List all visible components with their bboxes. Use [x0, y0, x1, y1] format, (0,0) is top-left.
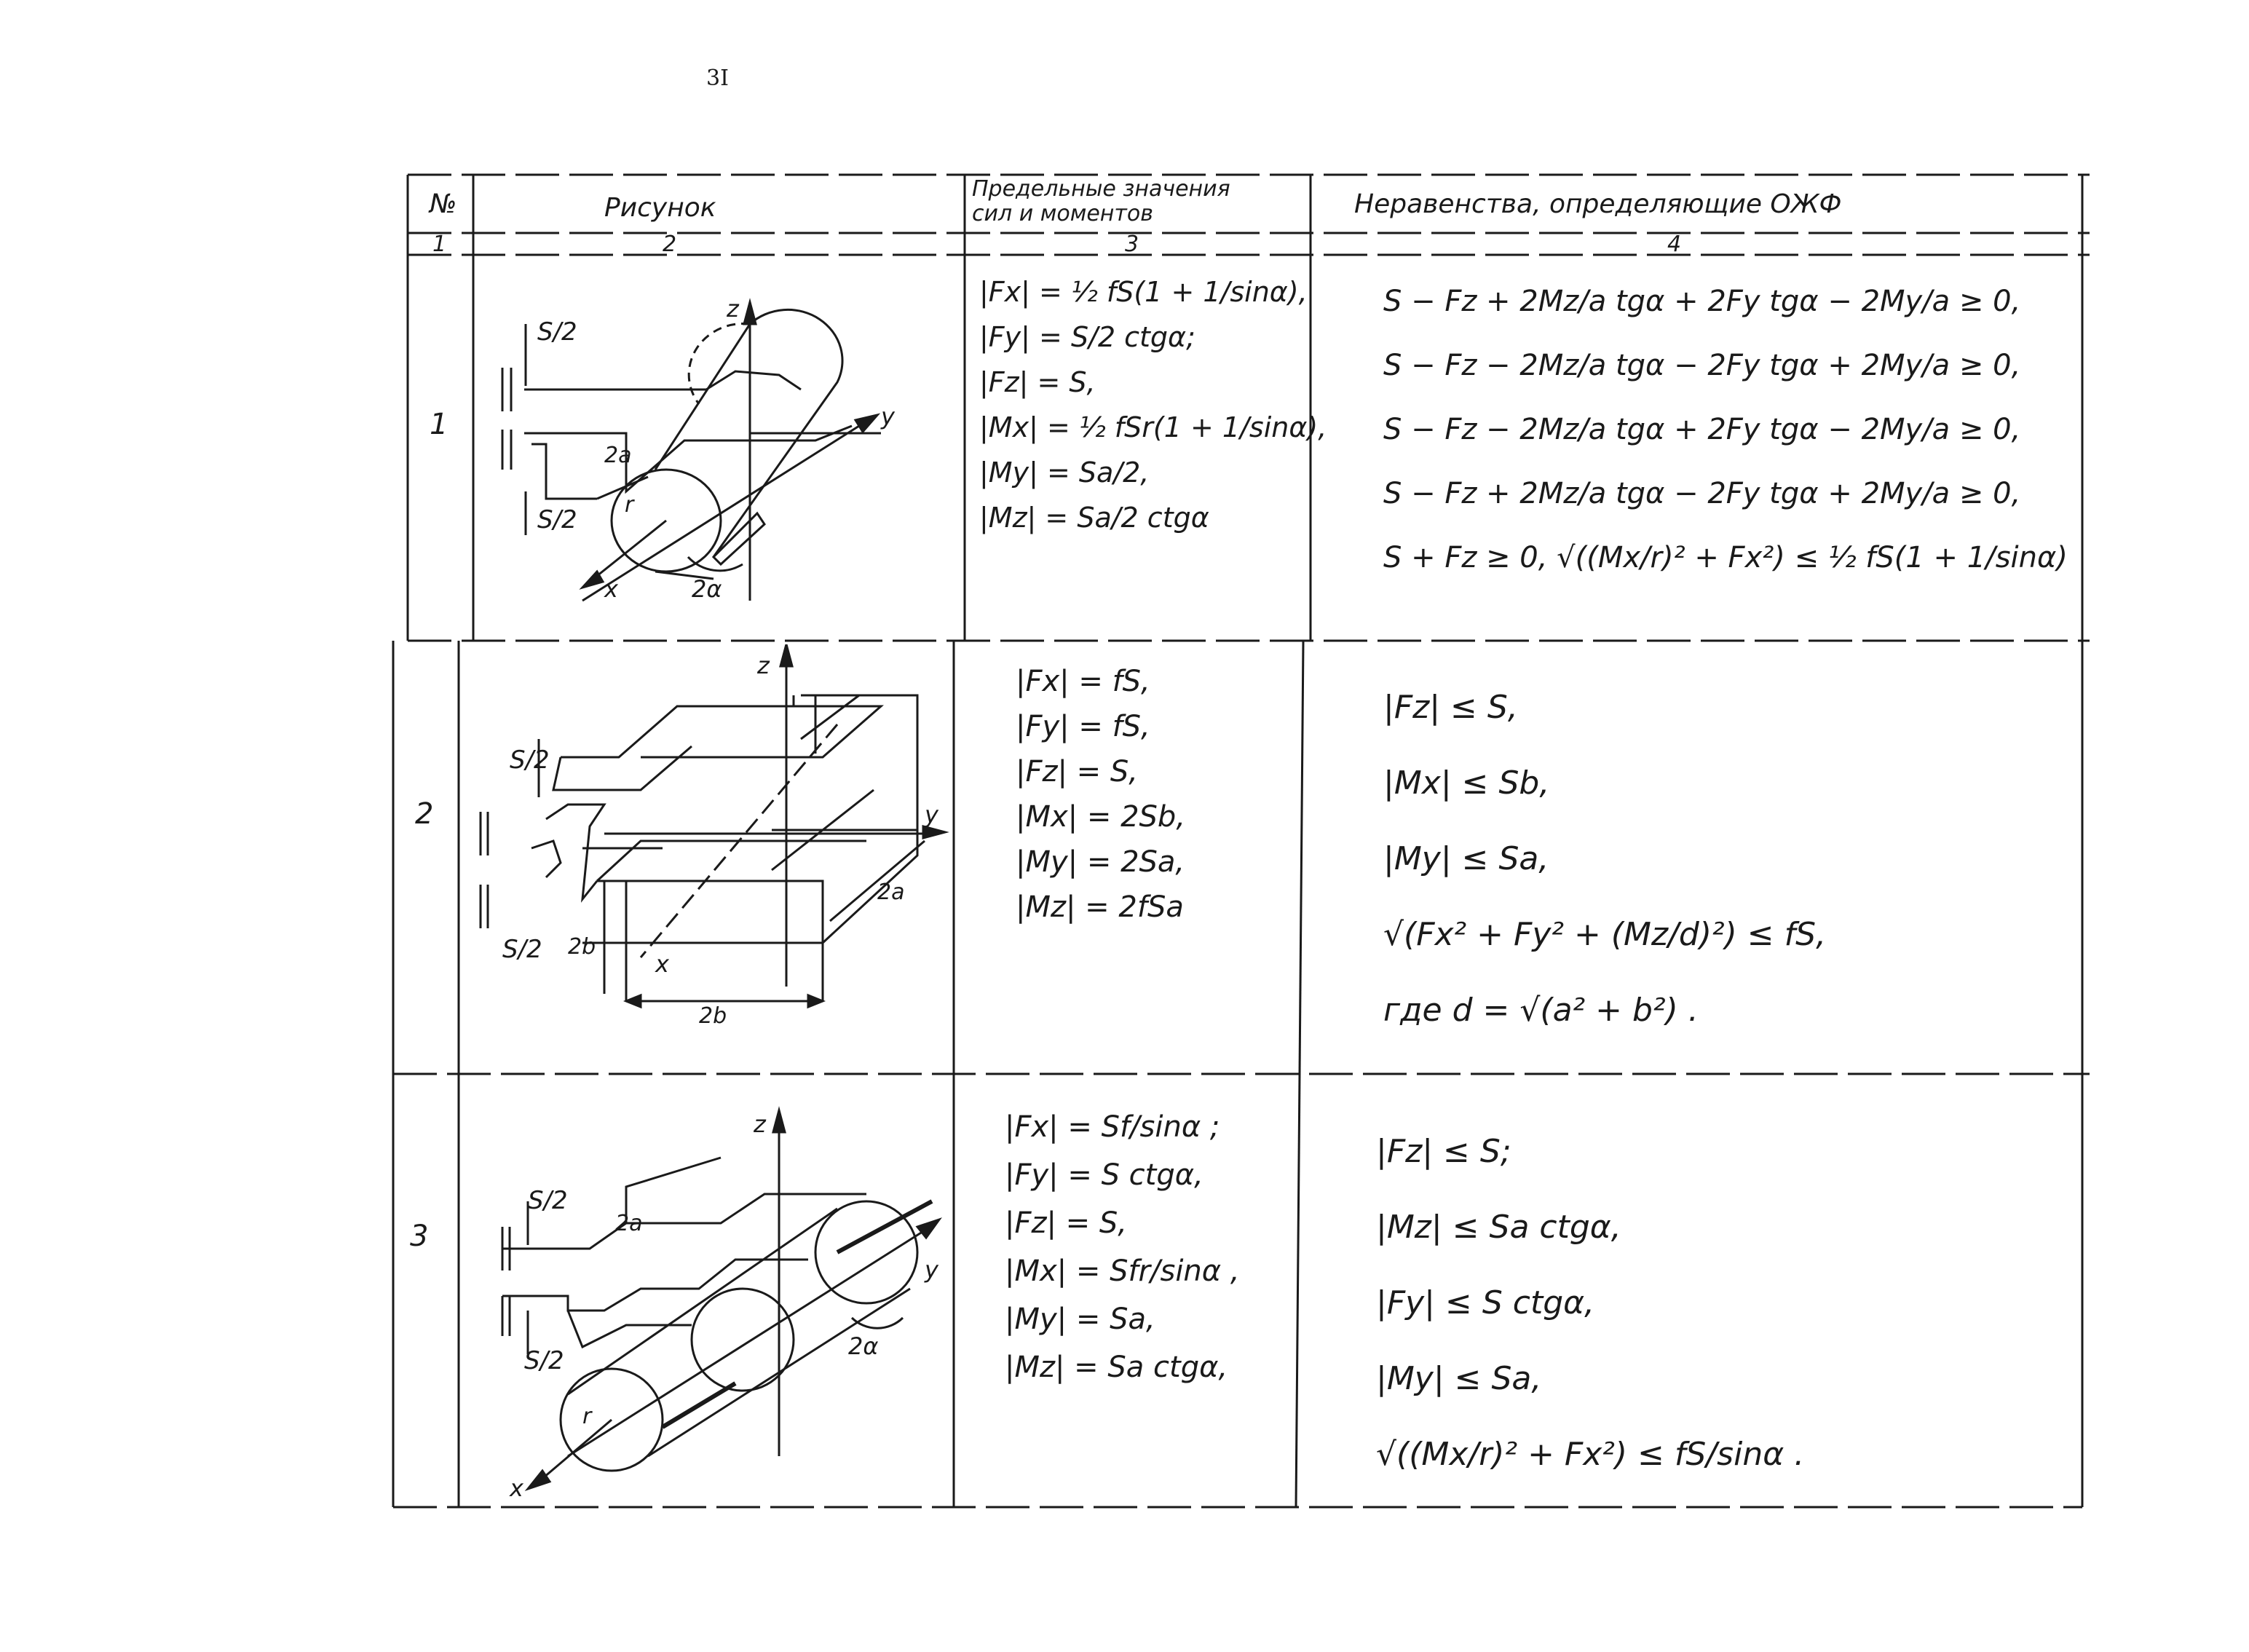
fig1-label-r: r: [625, 492, 634, 518]
row1-limit-fx: |Fx| = ½ fS(1 + 1/sinα),: [979, 276, 1308, 308]
fig2-label-s2-top: S/2: [510, 746, 550, 775]
fig1-label-x: x: [604, 575, 618, 603]
fig3-label-2a: 2a: [615, 1211, 643, 1236]
row1-limit-my: |My| = Sa/2,: [979, 457, 1150, 489]
fig1-label-s2-top: S/2: [537, 317, 577, 347]
fig1-label-y: y: [881, 403, 895, 430]
fig3-label-r: r: [582, 1404, 592, 1429]
row1-limit-fz: |Fz| = S,: [979, 366, 1096, 398]
fig1-label-z: z: [727, 295, 739, 323]
fig2-label-2a: 2a: [877, 880, 905, 905]
fig2-label-s2-bottom: S/2: [502, 935, 542, 964]
header-limits-line1: Предельные значения: [972, 176, 1230, 202]
fig3-label-y: y: [925, 1256, 938, 1284]
row3-inequalities: [1376, 1114, 1804, 1493]
fig3-label-s2-bottom: S/2: [524, 1346, 564, 1375]
row1-ineq-1: S − Fz + 2Mz/a tgα + 2Fy tgα − 2My/a ≥ 0,: [1383, 285, 2021, 318]
row3-ineq-2: |Mz| ≤ Sa ctgα,: [1376, 1209, 1621, 1246]
column-number-4: 4: [1667, 232, 1682, 257]
row3-ineq-4: |My| ≤ Sa,: [1376, 1360, 1542, 1397]
column-number-2: 2: [663, 232, 677, 257]
row3-ineq-1: |Fz| ≤ S;: [1376, 1133, 1511, 1170]
row3-limit-fx: |Fx| = Sf/sinα ;: [1005, 1110, 1220, 1144]
fig1-label-s2-bottom: S/2: [537, 505, 577, 534]
row2-ineq-4: √(Fx² + Fy² + (Mz/d)²) ≤ fS,: [1383, 916, 1827, 953]
row2-limit-mx: |Mx| = 2Sb,: [1016, 800, 1186, 834]
row3-limit-fy: |Fy| = S ctgα,: [1005, 1158, 1203, 1192]
fig2-label-2b-side: 2b: [568, 934, 596, 960]
fig3-label-s2-top: S/2: [528, 1186, 568, 1215]
fig3-label-x: x: [510, 1474, 523, 1502]
page-number: 3I: [706, 66, 729, 91]
row1-ineq-4: S − Fz + 2Mz/a tgα − 2Fy tgα + 2My/a ≥ 0,: [1383, 477, 2021, 510]
row2-ineq-5: где d = √(a² + b²) .: [1383, 992, 1699, 1029]
row1-ineq-5: S + Fz ≥ 0, √((Mx/r)² + Fx²) ≤ ½ fS(1 + 1/sinα): [1383, 541, 2068, 574]
row2-limit-fx: |Fx| = fS,: [1016, 665, 1150, 698]
fig2-label-y: y: [925, 801, 938, 829]
column-number-3: 3: [1125, 232, 1139, 257]
row2-inequalities: [1383, 670, 1826, 1048]
fig2-label-z: z: [757, 652, 770, 679]
column-number-1: 1: [432, 232, 447, 257]
header-figure: Рисунок: [604, 193, 716, 223]
row2-ineq-2: |Mx| ≤ Sb,: [1383, 764, 1550, 802]
figure-row-1: [473, 258, 961, 637]
figure-row-2: [459, 644, 954, 1070]
header-number: №: [430, 189, 457, 219]
row2-limit-my: |My| = 2Sa,: [1016, 845, 1185, 879]
row3-ineq-3: |Fy| ≤ S ctgα,: [1376, 1284, 1595, 1321]
row1-limits: [979, 269, 1327, 540]
row2-limits: [1016, 659, 1185, 930]
row1-limit-fy: |Fy| = S/2 ctgα;: [979, 321, 1195, 353]
fig2-label-x: x: [655, 950, 669, 978]
row-number-2: 2: [415, 797, 434, 831]
fig3-label-z: z: [754, 1110, 766, 1138]
fig2-label-2b-bottom: 2b: [699, 1003, 727, 1029]
row1-limit-mx: |Mx| = ½ fSr(1 + 1/sinα),: [979, 411, 1327, 443]
figure-row-3: [459, 1078, 954, 1503]
row1-inequalities: [1383, 269, 2068, 590]
row1-limit-mz: |Mz| = Sa/2 ctgα: [979, 502, 1209, 534]
row2-limit-fy: |Fy| = fS,: [1016, 710, 1150, 743]
row1-ineq-2: S − Fz − 2Mz/a tgα − 2Fy tgα + 2My/a ≥ 0,: [1383, 349, 2021, 382]
row2-limit-mz: |Mz| = 2fSa: [1016, 890, 1184, 924]
fig1-label-2a: 2a: [604, 443, 632, 468]
row3-limit-my: |My| = Sa,: [1005, 1303, 1155, 1336]
row2-ineq-3: |My| ≤ Sa,: [1383, 840, 1549, 877]
row-number-3: 3: [410, 1220, 429, 1253]
fig1-label-2alpha: 2α: [692, 575, 722, 603]
fig3-label-2alpha: 2α: [848, 1332, 879, 1360]
header-inequalities: Неравенства, определяющие ОЖФ: [1354, 189, 1842, 219]
row3-limit-mx: |Mx| = Sfr/sinα ,: [1005, 1254, 1240, 1288]
row2-ineq-1: |Fz| ≤ S,: [1383, 689, 1518, 726]
row2-limit-fz: |Fz| = S,: [1016, 755, 1139, 789]
row3-limits: [1005, 1103, 1240, 1391]
row3-limit-mz: |Mz| = Sa ctgα,: [1005, 1351, 1228, 1384]
row-number-1: 1: [430, 408, 448, 441]
row1-ineq-3: S − Fz − 2Mz/a tgα + 2Fy tgα − 2My/a ≥ 0,: [1383, 413, 2021, 446]
row3-ineq-5: √((Mx/r)² + Fx²) ≤ fS/sinα .: [1376, 1436, 1805, 1473]
row3-limit-fz: |Fz| = S,: [1005, 1206, 1128, 1240]
header-limits-line2: сил и моментов: [972, 201, 1153, 226]
